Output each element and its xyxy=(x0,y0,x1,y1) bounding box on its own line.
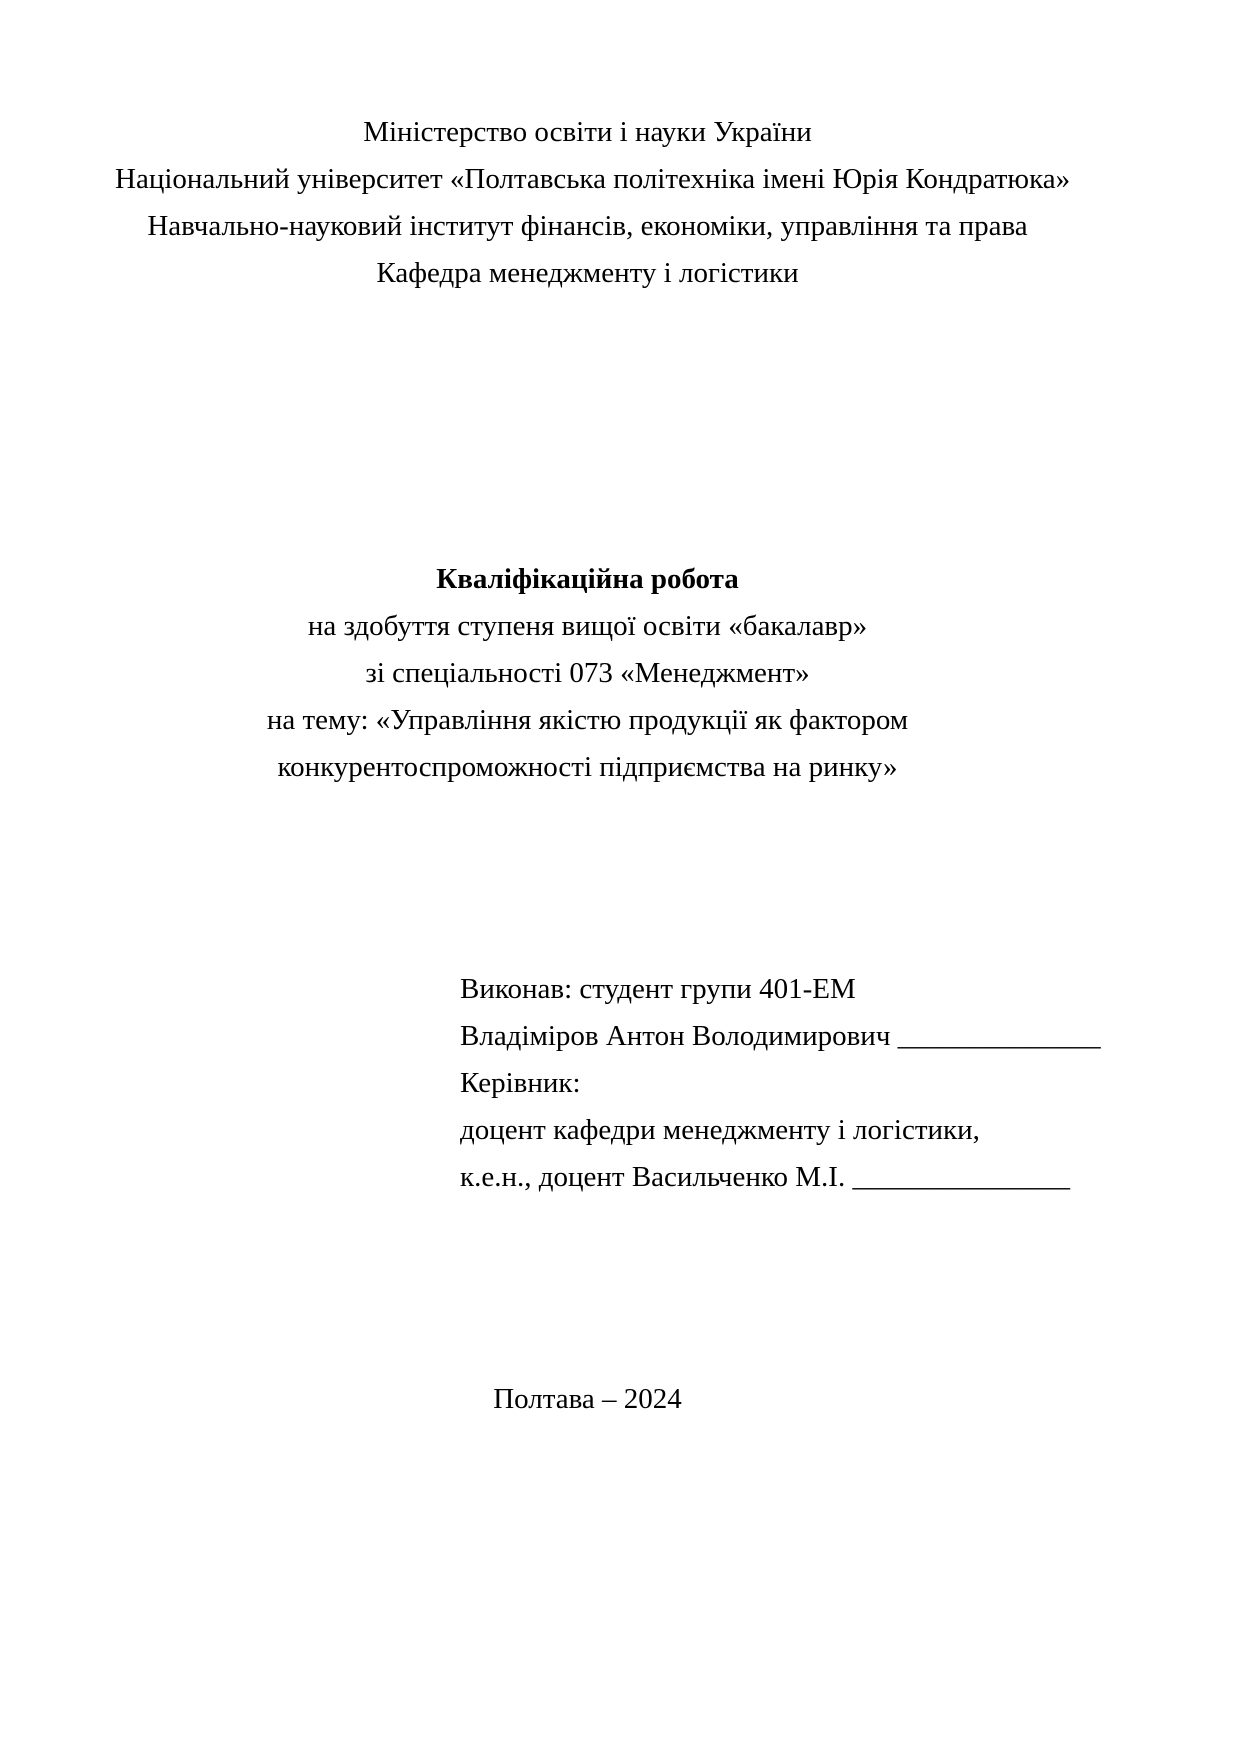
footer-block xyxy=(115,1376,1060,1423)
supervisor-position-line: доцент кафедри менеджменту і логістики, xyxy=(460,1114,980,1146)
supervisor-label-line: Керівник: xyxy=(460,1067,581,1099)
city-year-line: Полтава – 2024 xyxy=(493,1383,682,1415)
specialty-line: зі спеціальності 073 «Менеджмент» xyxy=(365,657,810,689)
institution-header xyxy=(115,109,1071,297)
ministry-line: Міністерство освіти і науки України xyxy=(363,116,812,148)
executor-line: Виконав: студент групи 401-ЕМ xyxy=(460,973,856,1005)
department-line: Кафедра менеджменту і логістики xyxy=(376,257,799,289)
student-name-line: Владіміров Антон Володимирович ______________ xyxy=(460,1020,1101,1052)
institute-line: Навчально-науковий інститут фінансів, економіки, управління та права xyxy=(147,210,1028,242)
supervisor-name-line: к.е.н., доцент Васильченко М.І. _______________ xyxy=(460,1161,1070,1193)
topic-line-1: на тему: «Управління якістю продукції як фактором xyxy=(266,704,909,736)
degree-line: на здобуття ступеня вищої освіти «бакалавр» xyxy=(307,610,868,642)
topic-line-2: конкурентоспроможності підприємства на ринку» xyxy=(277,751,898,783)
thesis-type-title: Кваліфікаційна робота xyxy=(436,563,739,595)
university-line: Національний університет «Полтавська політехніка імені Юрія Кондратюка» xyxy=(115,163,1071,195)
executor-block xyxy=(115,966,1241,1201)
thesis-title-block xyxy=(115,556,1060,791)
